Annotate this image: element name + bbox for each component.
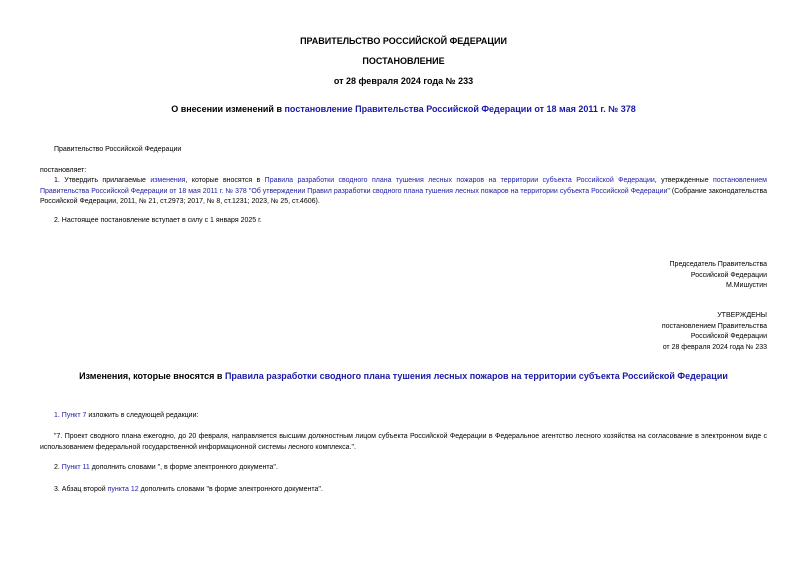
para1-link-rules[interactable]: Правила разработки сводного плана тушения лесных пожаров на территории субъекта Российской Федерации bbox=[264, 177, 655, 184]
approved-line-4: от 28 февраля 2024 года № 233 bbox=[662, 343, 767, 351]
changes-title bbox=[0, 371, 807, 381]
document-title-prefix: О внесении изменений в bbox=[171, 104, 285, 114]
item3-text: дополнить словами "в форме электронного документа". bbox=[138, 486, 323, 493]
approved-line-3: Российской Федерации bbox=[690, 333, 767, 340]
para1-link-changes[interactable]: изменения bbox=[150, 177, 186, 184]
signature-line-3: М.Мишустин bbox=[725, 282, 767, 289]
document-title bbox=[0, 104, 807, 114]
para1-text-b: , которые вносятся в bbox=[185, 177, 265, 184]
item2-pre: 2. bbox=[54, 464, 62, 471]
signature-line-1: Председатель Правительства bbox=[669, 261, 767, 268]
item3-pre: 3. Абзац второй bbox=[54, 486, 108, 493]
approved-block bbox=[662, 311, 767, 353]
item-2 bbox=[54, 463, 278, 474]
paragraph-1 bbox=[40, 176, 767, 208]
para1-text-c: , утвержденные bbox=[654, 177, 713, 184]
changes-title-link[interactable]: Правила разработки сводного плана тушения лесных пожаров на территории субъекта Российской Федерации bbox=[224, 371, 728, 381]
para1-text-a: 1. Утвердить прилагаемые bbox=[54, 177, 151, 184]
signature-block bbox=[670, 260, 767, 292]
item1-link[interactable]: 1. Пункт 7 bbox=[54, 412, 87, 419]
header-org: ПРАВИТЕЛЬСТВО РОССИЙСКОЙ ФЕДЕРАЦИИ bbox=[300, 36, 507, 46]
item-3 bbox=[54, 485, 323, 496]
title-link[interactable]: постановление Правительства Российской Федерации от 18 мая 2011 г. № 378 bbox=[284, 104, 636, 114]
header-date-number: от 28 февраля 2024 года № 233 bbox=[333, 76, 474, 86]
paragraph-2: 2. Настоящее постановление вступает в силу с 1 января 2025 г. bbox=[54, 217, 262, 224]
para1-text-d: (Собрание законодательства Российской Федерации, 2011, № 21, ст.2973; 2017, № 8, ст.1231; 2023, № 25, ст.4606). bbox=[40, 187, 767, 205]
item1-text: изложить в следующей редакции: bbox=[86, 412, 199, 419]
intro-subject: Правительство Российской Федерации bbox=[54, 146, 182, 153]
approved-line-2: постановлением Правительства bbox=[661, 322, 767, 330]
header-doc-type: ПОСТАНОВЛЕНИЕ bbox=[362, 56, 445, 66]
approved-line-1: УТВЕРЖДЕНЫ bbox=[717, 312, 767, 319]
item-1 bbox=[54, 411, 198, 422]
intro-decides: постановляет: bbox=[40, 167, 87, 174]
item2-text: дополнить словами ", в форме электронного документа". bbox=[89, 464, 278, 471]
quote-paragraph: "7. Проект сводного плана ежегодно, до 20 февраля, направляется высшим должностным лицом субъекта Российской Федерации в Федеральное агентство лесного хозяйства на согласование в электронном виде с использованием федеральной государственной информационной системы лесного комплекса.". bbox=[40, 433, 767, 451]
changes-title-prefix: Изменения, которые вносятся в bbox=[79, 371, 225, 381]
item2-link[interactable]: Пункт 11 bbox=[61, 464, 90, 471]
para1-link-resolution[interactable]: постановлением Правительства Российской Федерации от 18 мая 2011 г. № 378 "Об утверждении Правил разработки сводного плана тушения лесных пожаров на территории субъекта Российской Федерации" bbox=[40, 177, 767, 195]
signature-line-2: Российской Федерации bbox=[690, 271, 767, 279]
item3-link[interactable]: пункта 12 bbox=[107, 486, 139, 493]
